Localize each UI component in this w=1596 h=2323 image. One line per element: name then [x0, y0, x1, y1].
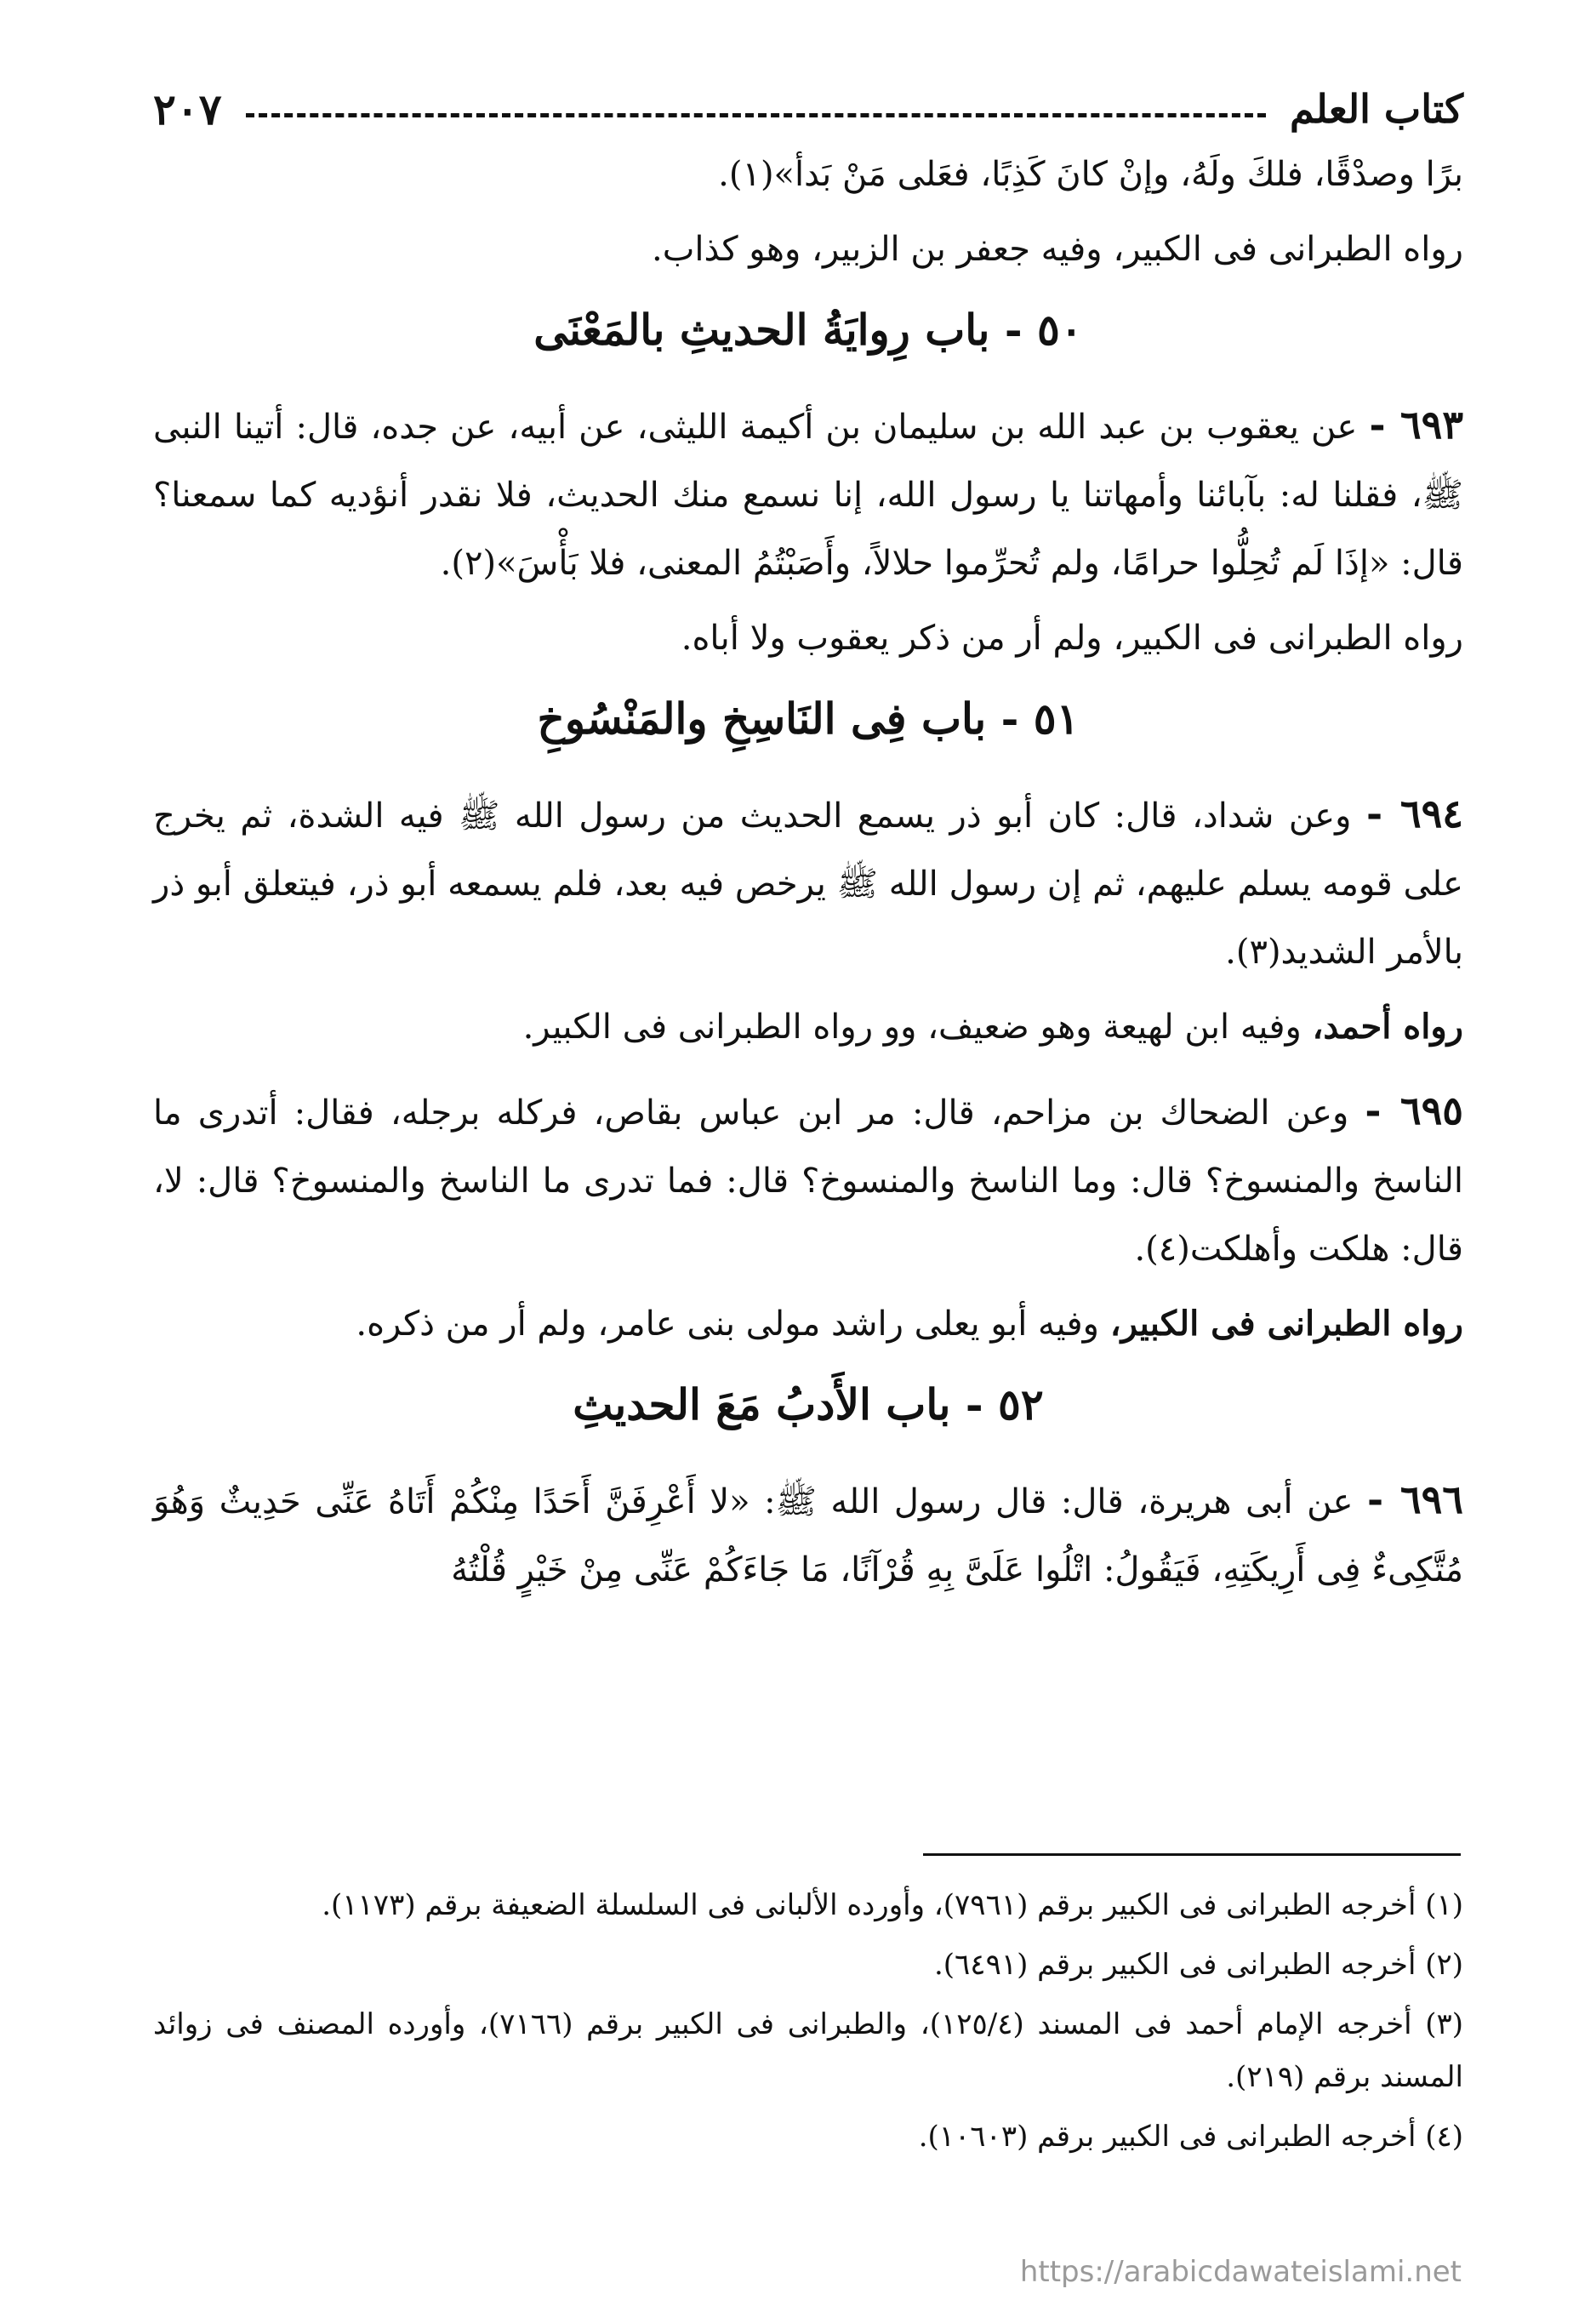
footnote-4: (٤) أخرجه الطبرانى فى الكبير برقم (١٠٦٠٣). [918, 2120, 1463, 2154]
hadith-number: ٦٩٤ - [1365, 791, 1463, 836]
hadith-694 [153, 768, 1463, 986]
running-header [153, 75, 1463, 143]
source-note: رواه الطبرانى فى الكبير، ولم أر من ذكر يعقوب ولا أباه. [681, 619, 1463, 658]
source-detail: وفيه ابن لهيعة وهو ضعيف، وو رواه الطبرانى فى الكبير. [522, 1007, 1302, 1047]
hadith-text: وعن الضحاك بن مزاحم، قال: مر ابن عباس بقاص، فركله برجله، فقال: أتدرى ما الناسخ والمنسوخ؟ قال: وما الناسخ والمنسوخ؟ قال: فما تدرى ما الناسخ والمنسوخ؟ قال: لا، قال: هلكت وأهلكت(٤). [153, 1093, 1463, 1269]
source-name: رواه الطبرانى فى الكبير، [1109, 1304, 1463, 1344]
hadith-number: ٦٩٣ - [1369, 402, 1464, 448]
source-detail: وفيه أبو يعلى راشد مولى بنى عامر، ولم أر من ذكره. [356, 1304, 1099, 1344]
source-note [153, 986, 1463, 1064]
hadith-number: ٦٩٦ - [1366, 1476, 1464, 1522]
chapter-heading-50: ٥٠ - باب رِوايَةُ الحديثِ بالمَعْنَى [533, 305, 1083, 355]
book-title: كتاب العلم [1290, 86, 1463, 132]
watermark-url: https://arabicdawateislami.net [1019, 2255, 1462, 2289]
footnote-3: (٣) أخرجه الإمام أحمد فى المسند (١٢٥/٤)، والطبرانى فى الكبير برقم (٧١٦٦)، وأورده المصنف فى زوائد المسند برقم (٢١٩). [153, 2007, 1463, 2094]
chapter-heading-51: ٥١ - باب فِى النَاسِخِ والمَنْسُوخِ [537, 693, 1080, 744]
main-text [153, 140, 1463, 1604]
hadith-696 [153, 1453, 1463, 1604]
hadith-text: وعن شداد، قال: كان أبو ذر يسمع الحديث من رسول الله ﷺ فيه الشدة، ثم يخرج على قومه يسلم عليهم، ثم إن رسول الله ﷺ يرخص فيه بعد، فلم يسمعه أبو ذر، فيتعلق أبو ذر بالأمر الشديد(٣). [153, 796, 1463, 972]
hadith-693 [153, 379, 1463, 597]
hadith-text: عن أبى هريرة، قال: قال رسول الله ﷺ: «لا أَعْرِفَنَّ أَحَدًا مِنْكُمْ أَتَاهُ عَنِّى حَدِيثٌ وَهُوَ مُتَّكِىءٌ فِى أَرِيكَتِهِ، فَيَقُولُ: اتْلُوا عَلَىَّ بِهِ قُرْآنًا، مَا جَاءَكُمْ عَنِّى مِنْ خَيْرٍ قُلْتُهُ [153, 1482, 1463, 1590]
source-note [153, 1283, 1463, 1361]
chapter-heading-52: ٥٢ - باب الأَدبُ مَعَ الحديثِ [573, 1379, 1044, 1430]
source-name: رواه أحمد، [1312, 1007, 1463, 1047]
hadith-number: ٦٩٥ - [1365, 1087, 1463, 1133]
footnote-1: (١) أخرجه الطبرانى فى الكبير برقم (٧٩٦١)، وأورده الألبانى فى السلسلة الضعيفة برقم (١١٧٣). [322, 1888, 1463, 1922]
hadith-695 [153, 1064, 1463, 1283]
footnote-separator [923, 1853, 1461, 1856]
continued-hadith-line: برًا وصدْقًا، فلكَ ولَهُ، وإنْ كانَ كَذِبًا، فعَلى مَنْ بَدأ»(١). [718, 155, 1463, 194]
hadith-text: عن يعقوب بن عبد الله بن سليمان بن أكيمة الليثى، عن أبيه، عن جده، قال: أتينا النبى ﷺ، فقلنا له: بآبائنا وأمهاتنا يا رسول الله، إنا نسمع منك الحديث، فلا نقدر أنؤديه كما سمعنا؟ قال: «إذَا لَم تُحِلُّوا حرامًا، ولم تُحرِّموا حلالاً، وأَصَبْتُمُ المعنى، فلا بَأْسَ»(٢). [153, 408, 1463, 583]
footnote-2: (٢) أخرجه الطبرانى فى الكبير برقم (٦٤٩١). [933, 1948, 1463, 1982]
source-note: رواه الطبرانى فى الكبير، وفيه جعفر بن الزبير، وهو كذاب. [652, 230, 1463, 269]
page-number: ٢٠٧ [153, 83, 222, 134]
footnotes [153, 1879, 1463, 2170]
header-dashed-rule [246, 113, 1266, 117]
